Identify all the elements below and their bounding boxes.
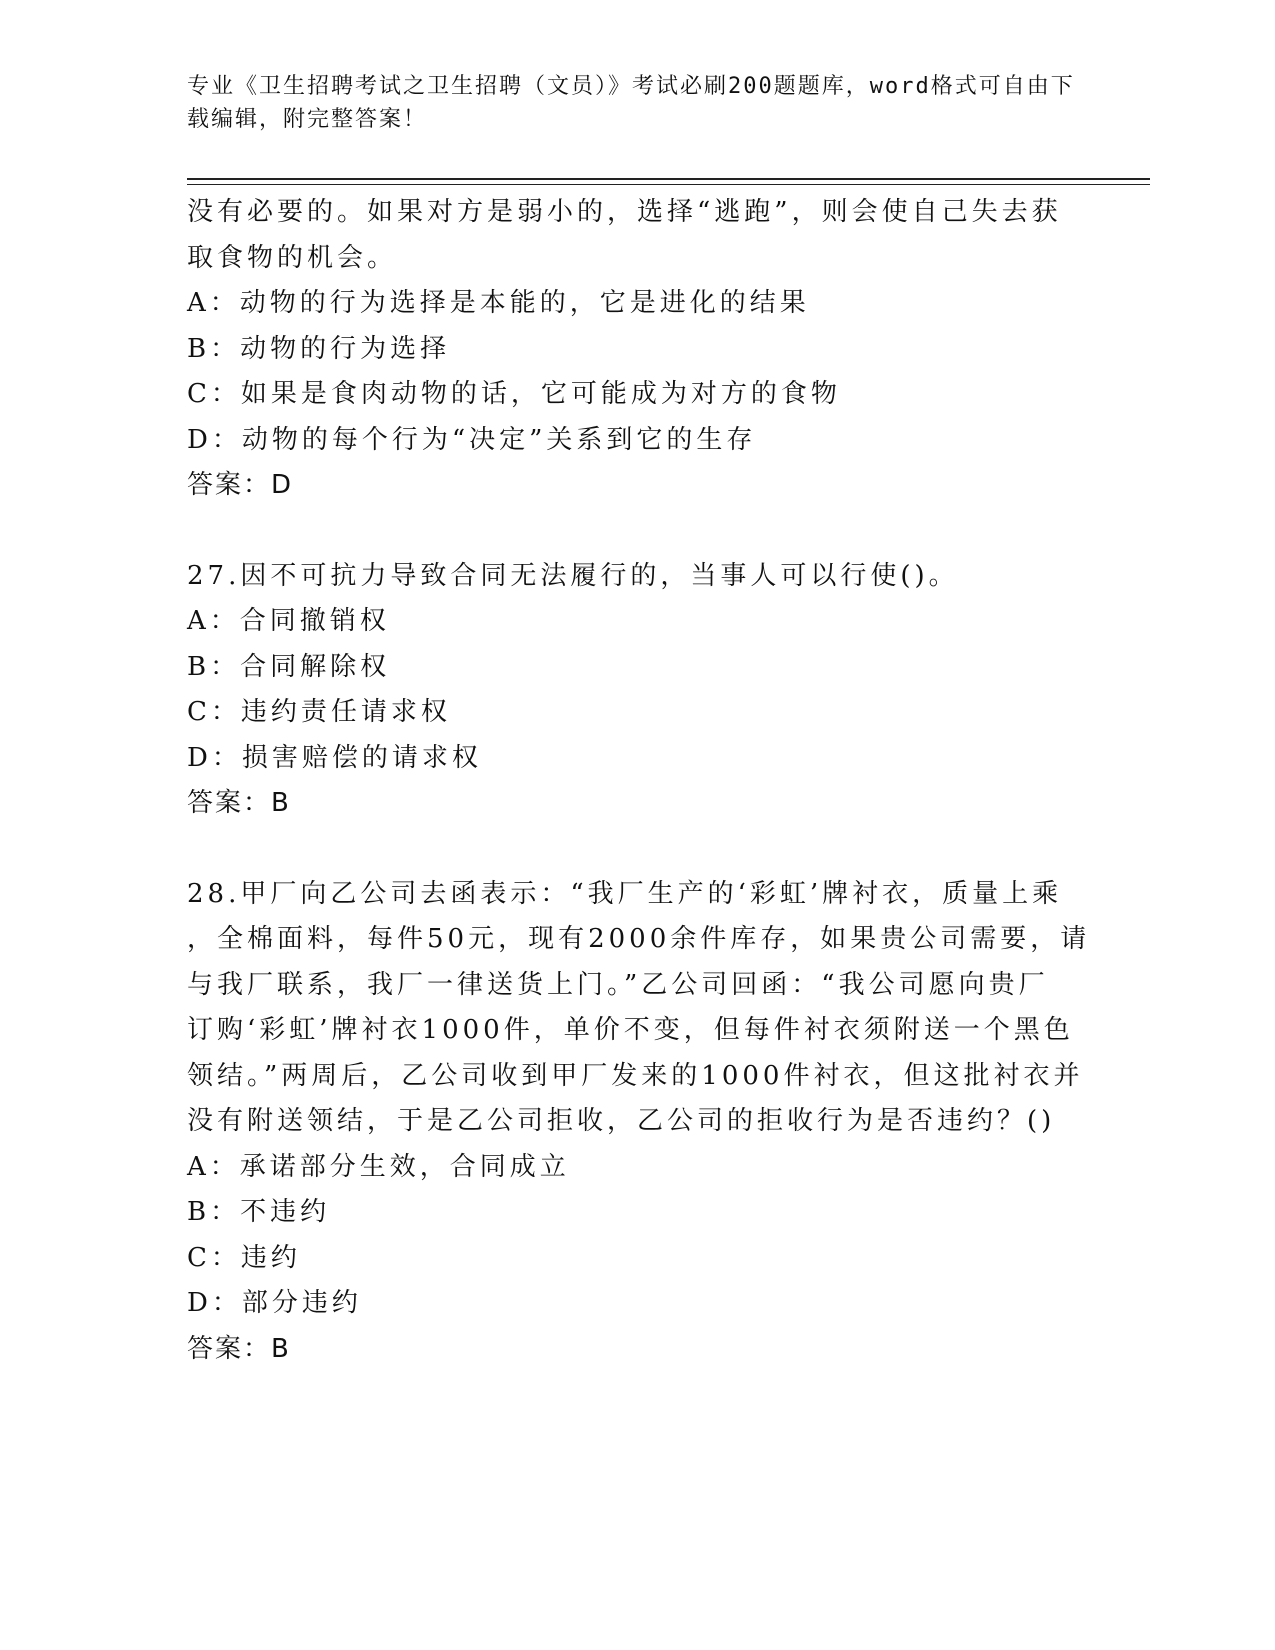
question-text-line: 没有必要的。如果对方是弱小的，选择“逃跑”，则会使自己失去获	[187, 197, 1062, 227]
question-26-continuation	[187, 190, 1087, 509]
option-a: A：动物的行为选择是本能的，它是进化的结果	[187, 288, 810, 318]
option-a: A：承诺部分生效，合同成立	[187, 1151, 570, 1182]
option-b: B：不违约	[187, 1197, 331, 1227]
header-divider-thin	[187, 184, 1150, 185]
question-text-line: 27.因不可抗力导致合同无法履行的，当事人可以行使()。	[187, 560, 959, 591]
question-text-line: ，全棉面料，每件50元，现有2000余件库存，如果贵公司需要，请	[187, 924, 1091, 954]
option-d: D：部分违约	[187, 1288, 362, 1318]
header-divider	[187, 178, 1150, 180]
answer-line: 答案：D	[187, 470, 294, 500]
question-text-line: 取食物的机会。	[187, 242, 398, 273]
document-body	[187, 190, 1091, 1372]
option-d: D：损害赔偿的请求权	[187, 742, 482, 773]
document-header	[187, 70, 1087, 136]
spacer	[187, 827, 1087, 872]
option-a: A：合同撤销权	[187, 606, 390, 636]
option-c: C：违约	[187, 1242, 301, 1273]
header-title: 专业《卫生招聘考试之卫生招聘（文员）》考试必刷200题题库，word格式可自由下载编辑，附完整答案！	[187, 74, 1075, 132]
answer-line: 答案：B	[187, 788, 291, 818]
option-d: D：动物的每个行为“决定”关系到它的生存	[187, 424, 757, 455]
question-text-line: 订购‘彩虹’牌衬衣1000件，单价不变，但每件衬衣须附送一个黑色	[187, 1015, 1074, 1045]
question-27	[187, 554, 1087, 827]
question-text-line: 与我厂联系，我厂一律送货上门。”乙公司回函：“我公司愿向贵厂	[187, 969, 1049, 1000]
question-text-line: 领结。”两周后，乙公司收到甲厂发来的1000件衬衣，但这批衬衣并	[187, 1060, 1084, 1091]
option-b: B：合同解除权	[187, 651, 391, 682]
option-c: C：违约责任请求权	[187, 697, 451, 727]
option-b: B：动物的行为选择	[187, 333, 451, 364]
question-text-line: 没有附送领结，于是乙公司拒收，乙公司的拒收行为是否违约？()	[187, 1106, 1056, 1136]
question-text-line: 28.甲厂向乙公司去函表示：“我厂生产的‘彩虹’牌衬衣，质量上乘	[187, 878, 1063, 909]
option-c: C：如果是食肉动物的话，它可能成为对方的食物	[187, 379, 841, 409]
answer-line: 答案：B	[187, 1333, 291, 1364]
spacer	[187, 509, 1087, 554]
question-28	[187, 872, 1091, 1373]
